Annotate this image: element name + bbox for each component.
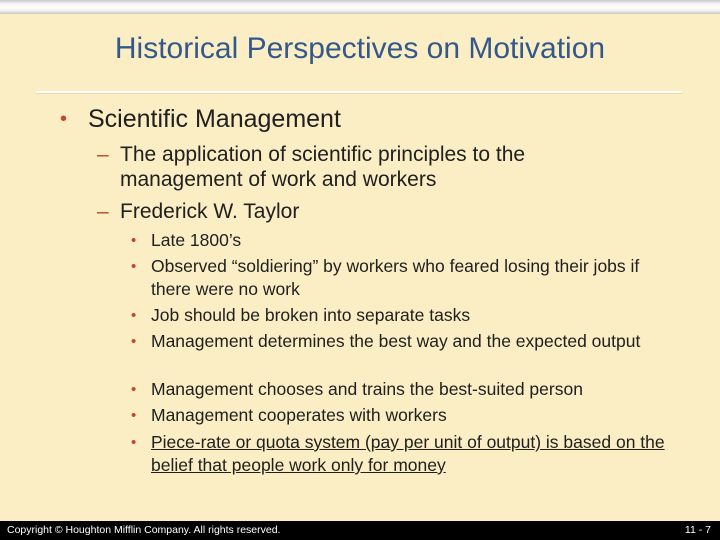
level1-item: Scientific Management [88, 105, 341, 133]
bullet-icon: • [131, 381, 137, 398]
level3-item: Piece-rate or quota system (pay per unit of output) is based on the belief that people work only for money [151, 432, 665, 475]
bullet-icon: • [131, 307, 137, 324]
bullet-icon: • [131, 407, 137, 424]
dash-icon: – [97, 143, 109, 166]
footer-bar [0, 521, 720, 540]
bullet-icon: • [131, 434, 137, 451]
dash-icon: – [97, 200, 109, 223]
level3-item: Job should be broken into separate tasks [151, 305, 471, 325]
slide-title: Historical Perspectives on Motivation [114, 32, 606, 65]
level2-item: Frederick W. Taylor [120, 200, 300, 223]
bullet-icon: • [60, 108, 68, 130]
bullet-icon: • [131, 232, 137, 249]
title-divider [36, 91, 682, 94]
level3-item: Late 1800’s [151, 230, 242, 250]
level3-item: Management cooperates with workers [151, 405, 447, 425]
bullet-icon: • [131, 258, 137, 275]
level2-item: The application of scientific principles to the management of work and workers [120, 143, 526, 191]
level3-item: Management determines the best way and the expected output [151, 331, 641, 351]
bullet-icon: • [131, 333, 137, 350]
page-number: 11 - 7 [684, 524, 711, 536]
level3-item: Observed “soldiering” by workers who feared losing their jobs if there were no work [151, 256, 640, 299]
copyright-text: Copyright © Houghton Mifflin Company. All rights reserved. [7, 524, 281, 536]
top-decorative-bar [0, 0, 720, 14]
level3-item: Management chooses and trains the best-suited person [151, 379, 583, 399]
